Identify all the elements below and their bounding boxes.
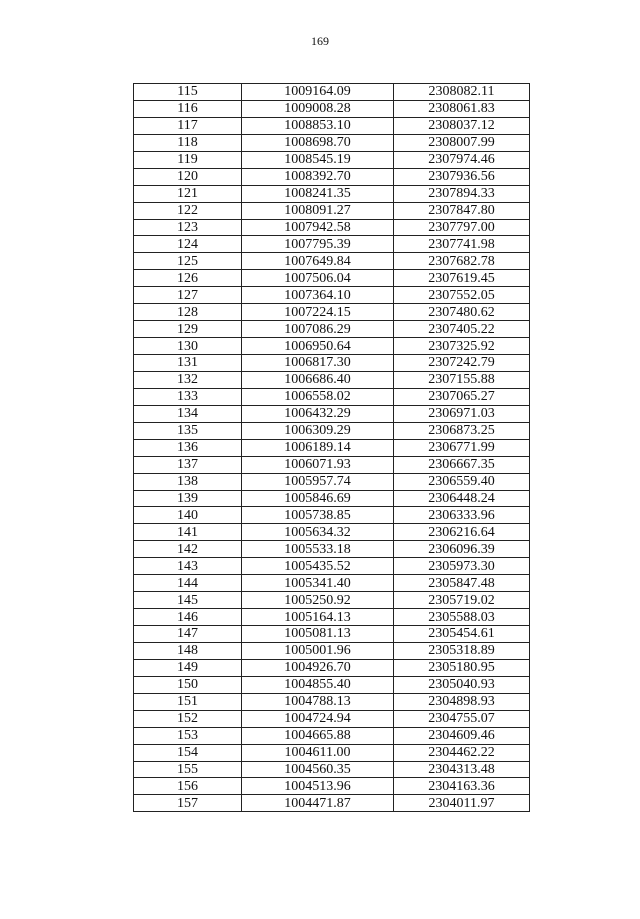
x-coordinate-cell: 1005164.13 (242, 609, 394, 626)
x-coordinate-cell: 1006309.29 (242, 422, 394, 439)
table-row (134, 371, 530, 388)
y-coordinate-cell: 2307619.45 (394, 270, 530, 287)
y-coordinate-cell: 2308061.83 (394, 100, 530, 117)
y-coordinate-cell: 2305040.93 (394, 676, 530, 693)
point-number-cell: 146 (134, 609, 242, 626)
x-coordinate-cell: 1005001.96 (242, 642, 394, 659)
x-coordinate-cell: 1004665.88 (242, 727, 394, 744)
x-coordinate-cell: 1005846.69 (242, 490, 394, 507)
point-number-cell: 147 (134, 626, 242, 643)
point-number-cell: 132 (134, 371, 242, 388)
table-row (134, 236, 530, 253)
table-row (134, 117, 530, 134)
y-coordinate-cell: 2308007.99 (394, 134, 530, 151)
table-row (134, 151, 530, 168)
y-coordinate-cell: 2307155.88 (394, 371, 530, 388)
table-row (134, 355, 530, 372)
x-coordinate-cell: 1006950.64 (242, 338, 394, 355)
x-coordinate-cell: 1007795.39 (242, 236, 394, 253)
table-row (134, 676, 530, 693)
table-row (134, 575, 530, 592)
point-number-cell: 120 (134, 168, 242, 185)
point-number-cell: 156 (134, 778, 242, 795)
x-coordinate-cell: 1009008.28 (242, 100, 394, 117)
table-row (134, 270, 530, 287)
table-row (134, 524, 530, 541)
point-number-cell: 140 (134, 507, 242, 524)
x-coordinate-cell: 1008853.10 (242, 117, 394, 134)
y-coordinate-cell: 2306667.35 (394, 456, 530, 473)
point-number-cell: 123 (134, 219, 242, 236)
y-coordinate-cell: 2307682.78 (394, 253, 530, 270)
table-row (134, 321, 530, 338)
point-number-cell: 150 (134, 676, 242, 693)
x-coordinate-cell: 1004513.96 (242, 778, 394, 795)
point-number-cell: 145 (134, 592, 242, 609)
table-row (134, 134, 530, 151)
x-coordinate-cell: 1008698.70 (242, 134, 394, 151)
x-coordinate-cell: 1006817.30 (242, 355, 394, 372)
y-coordinate-cell: 2306873.25 (394, 422, 530, 439)
point-number-cell: 121 (134, 185, 242, 202)
table-row (134, 304, 530, 321)
y-coordinate-cell: 2308082.11 (394, 84, 530, 101)
x-coordinate-cell: 1007086.29 (242, 321, 394, 338)
y-coordinate-cell: 2305847.48 (394, 575, 530, 592)
table-row (134, 439, 530, 456)
point-number-cell: 119 (134, 151, 242, 168)
x-coordinate-cell: 1008241.35 (242, 185, 394, 202)
x-coordinate-cell: 1007506.04 (242, 270, 394, 287)
y-coordinate-cell: 2304609.46 (394, 727, 530, 744)
y-coordinate-cell: 2305973.30 (394, 558, 530, 575)
point-number-cell: 116 (134, 100, 242, 117)
table-row (134, 202, 530, 219)
y-coordinate-cell: 2307847.80 (394, 202, 530, 219)
table-row (134, 287, 530, 304)
y-coordinate-cell: 2306971.03 (394, 405, 530, 422)
coordinate-table (133, 83, 530, 812)
x-coordinate-cell: 1007649.84 (242, 253, 394, 270)
table-row (134, 642, 530, 659)
y-coordinate-cell: 2307325.92 (394, 338, 530, 355)
point-number-cell: 124 (134, 236, 242, 253)
point-number-cell: 129 (134, 321, 242, 338)
x-coordinate-cell: 1004788.13 (242, 693, 394, 710)
table-row (134, 219, 530, 236)
y-coordinate-cell: 2307797.00 (394, 219, 530, 236)
y-coordinate-cell: 2305588.03 (394, 609, 530, 626)
point-number-cell: 126 (134, 270, 242, 287)
table-row (134, 405, 530, 422)
table-row (134, 693, 530, 710)
x-coordinate-cell: 1007942.58 (242, 219, 394, 236)
x-coordinate-cell: 1008545.19 (242, 151, 394, 168)
table-row (134, 490, 530, 507)
y-coordinate-cell: 2307480.62 (394, 304, 530, 321)
point-number-cell: 141 (134, 524, 242, 541)
y-coordinate-cell: 2306448.24 (394, 490, 530, 507)
x-coordinate-cell: 1005957.74 (242, 473, 394, 490)
table-row (134, 422, 530, 439)
point-number-cell: 138 (134, 473, 242, 490)
table-row (134, 456, 530, 473)
x-coordinate-cell: 1005250.92 (242, 592, 394, 609)
point-number-cell: 144 (134, 575, 242, 592)
table-row (134, 84, 530, 101)
point-number-cell: 137 (134, 456, 242, 473)
x-coordinate-cell: 1005738.85 (242, 507, 394, 524)
y-coordinate-cell: 2307741.98 (394, 236, 530, 253)
table-row (134, 168, 530, 185)
point-number-cell: 117 (134, 117, 242, 134)
point-number-cell: 136 (134, 439, 242, 456)
y-coordinate-cell: 2307065.27 (394, 388, 530, 405)
x-coordinate-cell: 1006686.40 (242, 371, 394, 388)
table-row (134, 795, 530, 812)
x-coordinate-cell: 1006558.02 (242, 388, 394, 405)
point-number-cell: 143 (134, 558, 242, 575)
x-coordinate-cell: 1004471.87 (242, 795, 394, 812)
point-number-cell: 127 (134, 287, 242, 304)
point-number-cell: 131 (134, 355, 242, 372)
y-coordinate-cell: 2306333.96 (394, 507, 530, 524)
x-coordinate-cell: 1009164.09 (242, 84, 394, 101)
point-number-cell: 134 (134, 405, 242, 422)
point-number-cell: 118 (134, 134, 242, 151)
y-coordinate-cell: 2306216.64 (394, 524, 530, 541)
point-number-cell: 153 (134, 727, 242, 744)
table-row (134, 185, 530, 202)
x-coordinate-cell: 1006432.29 (242, 405, 394, 422)
point-number-cell: 148 (134, 642, 242, 659)
table-row (134, 473, 530, 490)
point-number-cell: 139 (134, 490, 242, 507)
point-number-cell: 128 (134, 304, 242, 321)
table-row (134, 609, 530, 626)
y-coordinate-cell: 2305719.02 (394, 592, 530, 609)
x-coordinate-cell: 1006189.14 (242, 439, 394, 456)
table-row (134, 541, 530, 558)
point-number-cell: 152 (134, 710, 242, 727)
y-coordinate-cell: 2307974.46 (394, 151, 530, 168)
table-row (134, 727, 530, 744)
table-row (134, 744, 530, 761)
x-coordinate-cell: 1004855.40 (242, 676, 394, 693)
point-number-cell: 125 (134, 253, 242, 270)
x-coordinate-cell: 1005081.13 (242, 626, 394, 643)
y-coordinate-cell: 2306096.39 (394, 541, 530, 558)
point-number-cell: 115 (134, 84, 242, 101)
point-number-cell: 135 (134, 422, 242, 439)
x-coordinate-cell: 1004560.35 (242, 761, 394, 778)
x-coordinate-cell: 1005341.40 (242, 575, 394, 592)
x-coordinate-cell: 1008392.70 (242, 168, 394, 185)
x-coordinate-cell: 1006071.93 (242, 456, 394, 473)
x-coordinate-cell: 1007364.10 (242, 287, 394, 304)
y-coordinate-cell: 2307405.22 (394, 321, 530, 338)
x-coordinate-cell: 1005533.18 (242, 541, 394, 558)
y-coordinate-cell: 2304462.22 (394, 744, 530, 761)
x-coordinate-cell: 1005435.52 (242, 558, 394, 575)
point-number-cell: 151 (134, 693, 242, 710)
y-coordinate-cell: 2305454.61 (394, 626, 530, 643)
table-row (134, 558, 530, 575)
y-coordinate-cell: 2305318.89 (394, 642, 530, 659)
table-row (134, 710, 530, 727)
point-number-cell: 130 (134, 338, 242, 355)
y-coordinate-cell: 2305180.95 (394, 659, 530, 676)
coordinate-table-body (134, 84, 530, 812)
y-coordinate-cell: 2307936.56 (394, 168, 530, 185)
table-row (134, 659, 530, 676)
table-row (134, 592, 530, 609)
table-row (134, 388, 530, 405)
y-coordinate-cell: 2308037.12 (394, 117, 530, 134)
point-number-cell: 149 (134, 659, 242, 676)
y-coordinate-cell: 2304898.93 (394, 693, 530, 710)
point-number-cell: 122 (134, 202, 242, 219)
y-coordinate-cell: 2304755.07 (394, 710, 530, 727)
point-number-cell: 157 (134, 795, 242, 812)
point-number-cell: 155 (134, 761, 242, 778)
table-row (134, 761, 530, 778)
point-number-cell: 133 (134, 388, 242, 405)
table-row (134, 253, 530, 270)
table-row (134, 778, 530, 795)
point-number-cell: 154 (134, 744, 242, 761)
x-coordinate-cell: 1004724.94 (242, 710, 394, 727)
y-coordinate-cell: 2306559.40 (394, 473, 530, 490)
y-coordinate-cell: 2304011.97 (394, 795, 530, 812)
y-coordinate-cell: 2306771.99 (394, 439, 530, 456)
y-coordinate-cell: 2304163.36 (394, 778, 530, 795)
x-coordinate-cell: 1007224.15 (242, 304, 394, 321)
y-coordinate-cell: 2307894.33 (394, 185, 530, 202)
page-number: 169 (311, 34, 329, 48)
x-coordinate-cell: 1004926.70 (242, 659, 394, 676)
table-row (134, 626, 530, 643)
x-coordinate-cell: 1004611.00 (242, 744, 394, 761)
x-coordinate-cell: 1005634.32 (242, 524, 394, 541)
table-row (134, 507, 530, 524)
table-row (134, 338, 530, 355)
y-coordinate-cell: 2304313.48 (394, 761, 530, 778)
y-coordinate-cell: 2307552.05 (394, 287, 530, 304)
x-coordinate-cell: 1008091.27 (242, 202, 394, 219)
y-coordinate-cell: 2307242.79 (394, 355, 530, 372)
point-number-cell: 142 (134, 541, 242, 558)
table-row (134, 100, 530, 117)
